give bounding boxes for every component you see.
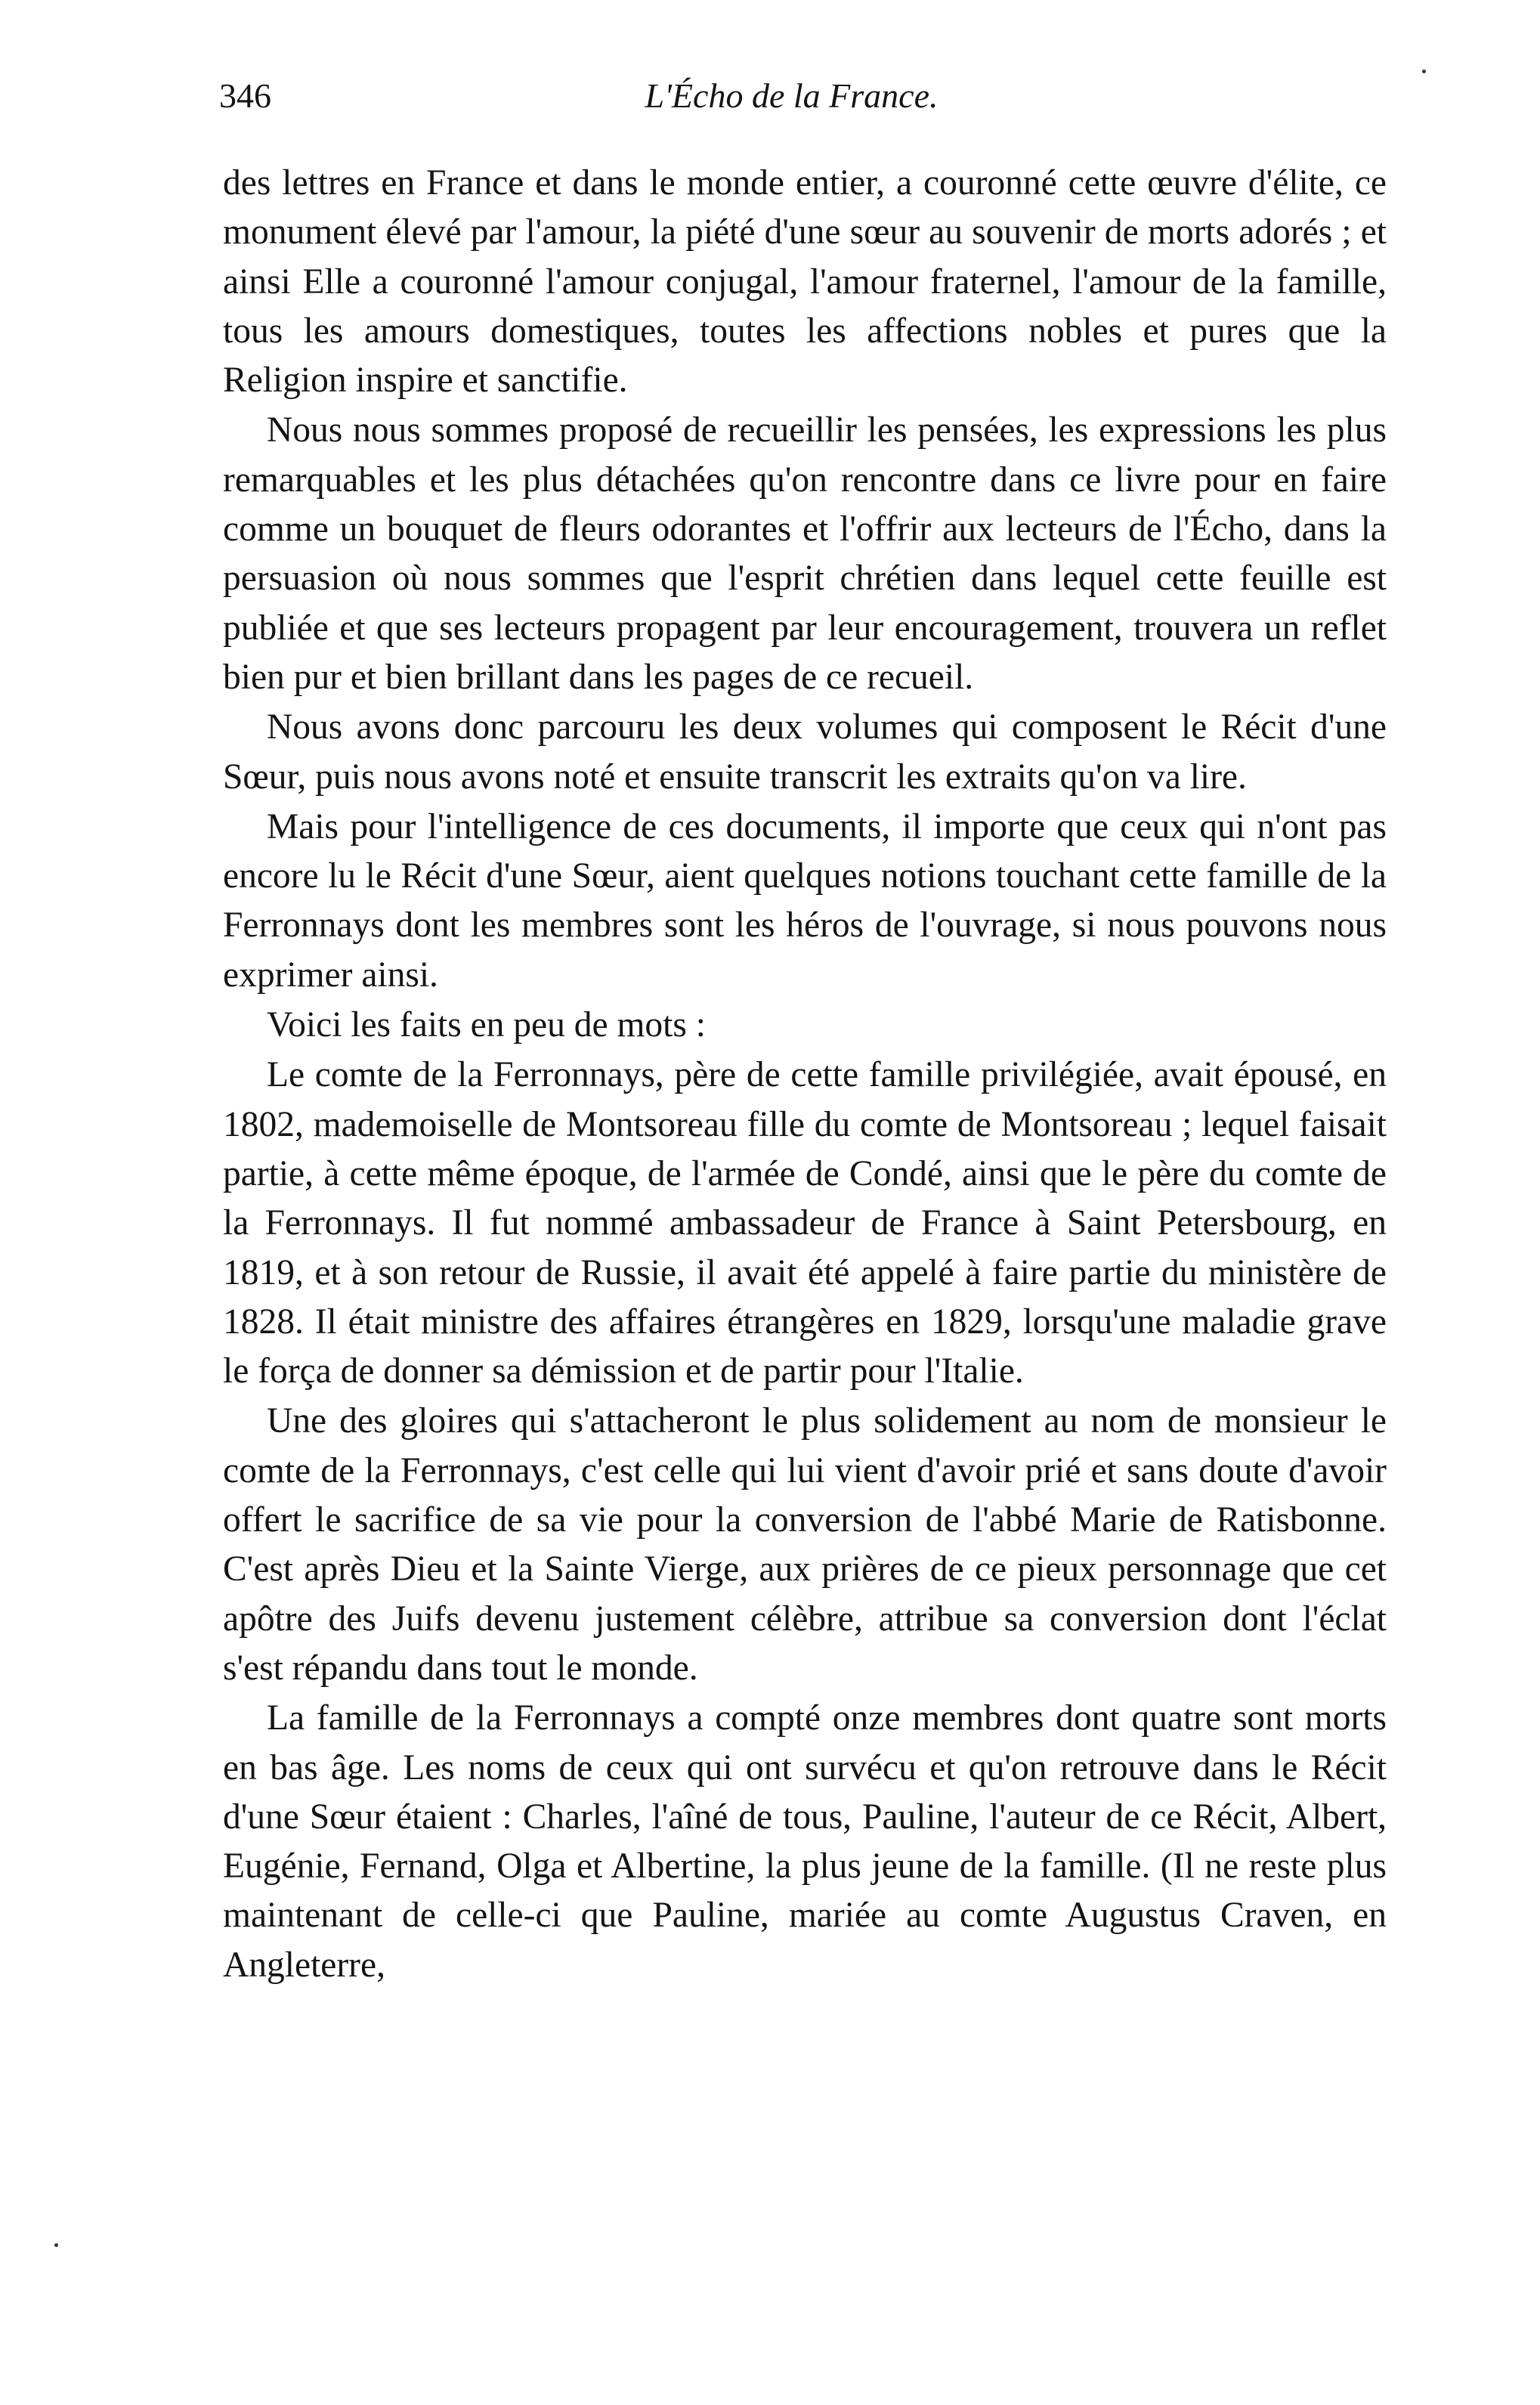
paragraph: Nous nous sommes proposé de recueillir les pensées, les expressions les plus remarquables et les plus détachées qu'on rencontre dans ce livre pour en faire comme un bouquet de fleurs odorantes et l'offrir aux lecteurs de l'Écho, dans la persuasion où nous sommes que l'esprit chrétien dans lequel cette feuille est publiée et que ses lecteurs propagent par leur encouragement, trouvera un reflet bien pur et bien brillant dans les pages de ce recueil. bbox=[223, 410, 1387, 697]
running-title: L'Écho de la France. bbox=[645, 76, 939, 115]
paragraph: Une des gloires qui s'attacheront le plus solidement au nom de monsieur le comte de la Ferronnays, c'est celle qui lui vient d'avoir prié et sans doute d'avoir offert le sacrifice de sa vie pour la conversion de l'abbé Marie de Ratisbonne. C'est après Dieu et la Sainte Vierge, aux prières de ce pieux personnage que cet apôtre des Juifs devenu justement célèbre, attribue sa conversion dont l'éclat s'est répandu dans tout le monde. bbox=[223, 1401, 1387, 1688]
page-number: 346 bbox=[219, 76, 271, 115]
paragraph: La famille de la Ferronnays a compté onze membres dont quatre sont morts en bas âge. Les noms de ceux qui ont survécu et qu'on retrouve dans le Récit d'une Sœur étaient : Charles, l'aîné de tous, Pauline, l'auteur de ce Récit, Albert, Eugénie, Fernand, Olga et Albertine, la plus jeune de la famille. (Il ne reste plus maintenant de celle-ci que Pauline, mariée au comte Augustus Craven, en Angleterre, bbox=[223, 1698, 1387, 1985]
paragraph: Voici les faits en peu de mots : bbox=[267, 1005, 706, 1045]
page-header bbox=[219, 70, 1364, 122]
body-text bbox=[223, 159, 1387, 1991]
print-speck bbox=[54, 2243, 58, 2247]
print-speck bbox=[1422, 70, 1426, 73]
paragraph: Le comte de la Ferronnays, père de cette famille privilégiée, avait épousé, en 1802, mademoiselle de Montsoreau fille du comte de Montsoreau ; lequel faisait partie, à cette même époque, de l'armée de Condé, ainsi que le père du comte de la Ferronnays. Il fut nommé ambassadeur de France à Saint Petersbourg, en 1819, et à son retour de Russie, il avait été appelé à faire partie du ministère de 1828. Il était ministre des affaires étrangères en 1829, lorsqu'une maladie grave le força de donner sa démission et de partir pour l'Italie. bbox=[223, 1055, 1387, 1391]
paragraph: Mais pour l'intelligence de ces documents, il importe que ceux qui n'ont pas encore lu le Récit d'une Sœur, aient quelques notions touchant cette famille de la Ferronnays dont les membres sont les héros de l'ouvrage, si nous pouvons nous exprimer ainsi. bbox=[223, 806, 1387, 995]
paragraph: Nous avons donc parcouru les deux volumes qui composent le Récit d'une Sœur, puis nous avons noté et ensuite transcrit les extraits qu'on va lire. bbox=[223, 707, 1387, 797]
paragraph: des lettres en France et dans le monde entier, a couronné cette œuvre d'élite, ce monument élevé par l'amour, la piété d'une sœur au souvenir de morts adorés ; et ainsi Elle a couronné l'amour conjugal, l'amour fraternel, l'amour de la famille, tous les amours domestiques, toutes les affections nobles et pures que la Religion inspire et sanctifie. bbox=[223, 163, 1387, 401]
